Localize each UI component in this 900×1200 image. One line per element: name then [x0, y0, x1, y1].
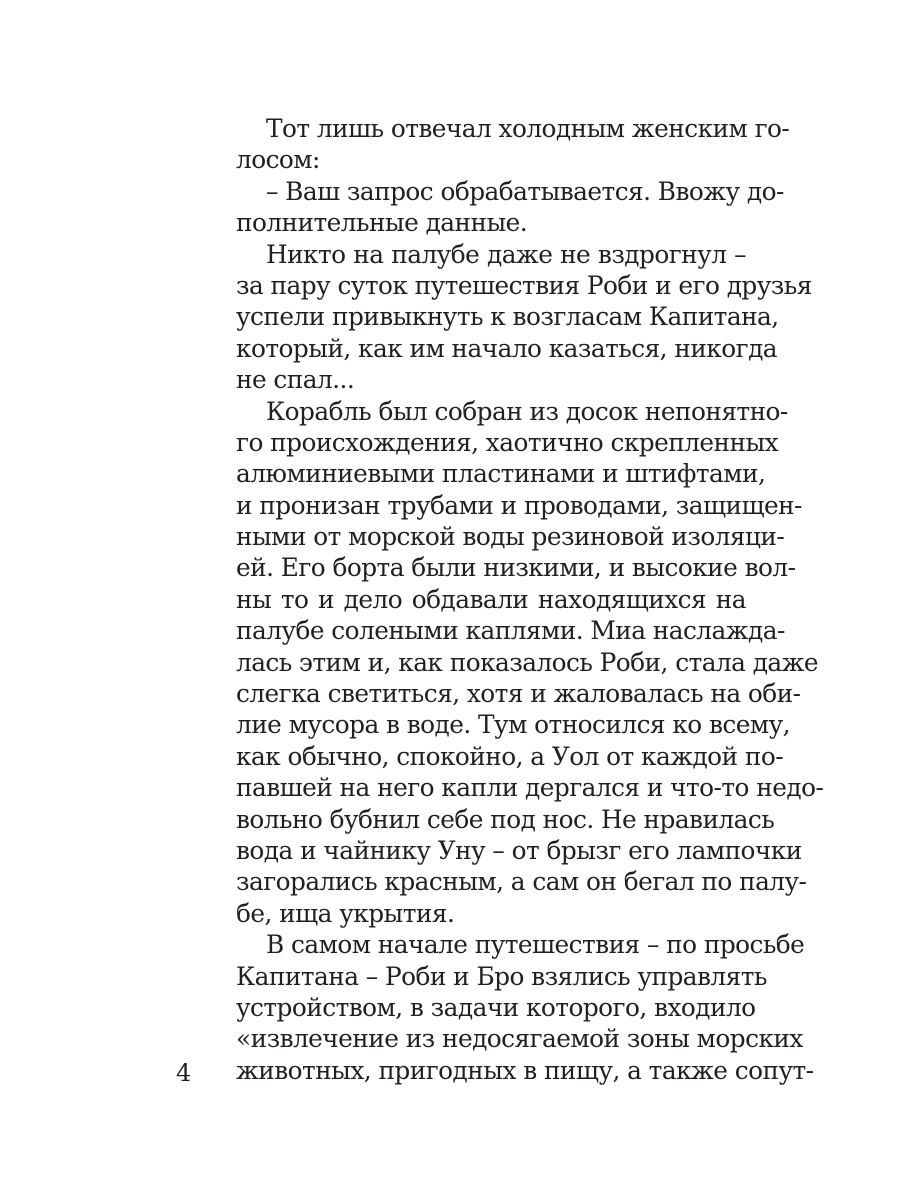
text-line: и пронизан трубами и проводами, защищен-	[236, 490, 802, 520]
text-line: лосом:	[236, 145, 320, 175]
text-line: алюминиевыми пластинами и штифтами,	[236, 459, 766, 489]
text-line: ными от морской воды резиновой изоляци-	[236, 522, 785, 552]
text-line: павшей на него капли дергался и что-то недо-	[236, 773, 824, 803]
text-line: слегка светиться, хотя и жаловалась на оби-	[236, 679, 801, 709]
text-line: Капитана – Роби и Бро взялись управлять	[236, 961, 767, 991]
text-line: В самом начале путешествия – по просьбе	[266, 930, 805, 960]
text-line: Корабль был собран из досок непонятно-	[266, 396, 788, 426]
text-line: как обычно, спокойно, а Уол от каждой по-	[236, 741, 784, 771]
text-line: – Ваш запрос обрабатывается. Ввожу до-	[266, 176, 784, 206]
text-line: ны то и дело обдавали находящихся на	[236, 584, 746, 614]
text-line: загорались красным, а сам он бегал по палу-	[236, 867, 807, 897]
text-line: вода и чайнику Уну – от брызг его лампочки	[236, 835, 802, 865]
text-line: Тот лишь отвечал холодным женским го-	[266, 114, 790, 143]
text-line: устройством, в задачи которого, входило	[236, 992, 756, 1022]
text-line: бе, ища укрытия.	[236, 898, 455, 928]
text-line: не спал...	[236, 365, 355, 395]
body-text	[236, 113, 824, 1086]
text-line: за пару суток путешествия Роби и его друзья	[236, 270, 812, 300]
text-line: «извлечение из недосягаемой зоны морских	[236, 1024, 803, 1054]
text-line: лие мусора в воде. Тум относился ко всему,	[236, 710, 790, 740]
text-line: го происхождения, хаотично скрепленных	[236, 427, 779, 457]
text-line: полнительные данные.	[236, 208, 528, 238]
text-line: который, как им начало казаться, никогда	[236, 333, 778, 363]
text-line: животных, пригодных в пищу, а также сопут-	[236, 1055, 814, 1085]
page-number: 4	[176, 1059, 192, 1087]
text-line: успели привыкнуть к возгласам Капитана,	[236, 302, 779, 332]
text-line: вольно бубнил себе под нос. Не нравилась	[236, 804, 775, 834]
text-line: палубе солеными каплями. Миа наслажда-	[236, 616, 785, 646]
text-line: ей. Его борта были низкими, и высокие вол-	[236, 553, 796, 583]
text-line: лась этим и, как показалось Роби, стала даже	[236, 647, 819, 677]
text-line: Никто на палубе даже не вздрогнул –	[266, 239, 746, 269]
